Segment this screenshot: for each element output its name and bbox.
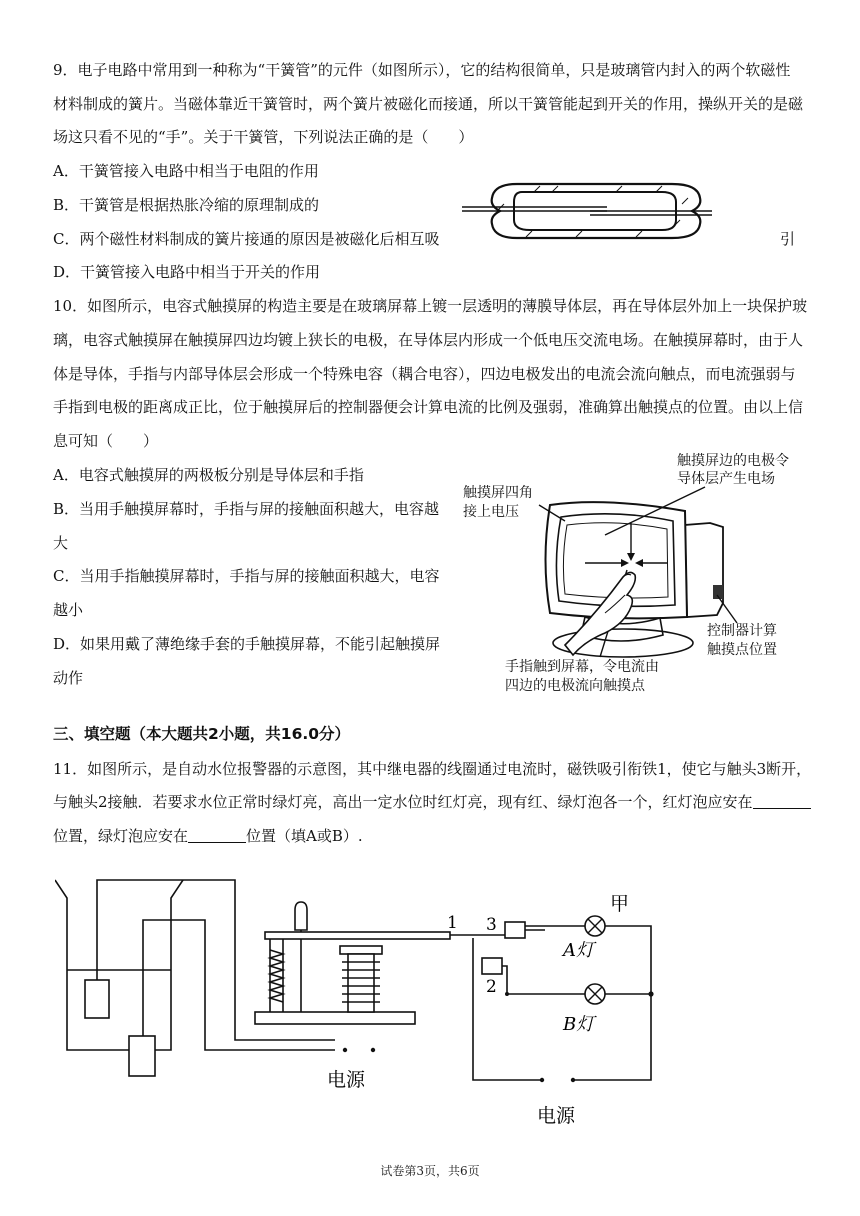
q9-line-1: 9．电子电路中常用到一种称为“干簧管”的元件（如图所示），它的结构很简单，只是玻璃管内封入的两个软磁性 (53, 61, 791, 79)
section-3-title: 三、填空题（本大题共2小题，共16.0分） (53, 725, 351, 743)
water-alarm-circuit (55, 870, 745, 1140)
fig11-label-jia: 甲 (610, 893, 630, 915)
q10-option-d: D．如果用戴了薄绝缘手套的手触摸屏幕，不能引起触摸屏 (53, 635, 441, 653)
q10-line-5: 息可知（ ） (53, 432, 159, 450)
fig11-label-power-right: 电源 (537, 1105, 576, 1127)
q9-option-a: A．干簧管接入电路中相当于电阻的作用 (53, 162, 319, 180)
q9-line-2: 材料制成的簧片。当磁体靠近干簧管时，两个簧片被磁化而接通，所以干簧管能起到开关的作用，操纵开关的是磁 (53, 95, 804, 113)
q10-option-a: A．电容式触摸屏的两极板分别是导体层和手指 (53, 466, 364, 484)
q11-line-3-text-a: 位置，绿灯泡应安在 (53, 827, 189, 845)
fig11-label-3: 3 (486, 915, 497, 935)
q9-option-b: B．干簧管是根据热胀冷缩的原理制成的 (53, 196, 320, 214)
reed-switch-figure (462, 180, 712, 242)
q9-option-c-tail: 引 (780, 230, 796, 248)
q10-option-d-cont: 动作 (53, 669, 84, 687)
q9-option-c: C．两个磁性材料制成的簧片接通的原因是被磁化后相互吸 (53, 230, 440, 248)
fig10-label-controller-1: 控制器计算 (707, 623, 777, 639)
q10-line-2: 璃，电容式触摸屏在触摸屏四边均镀上狭长的电极，在导体层内形成一个低电压交流电场。在触摸屏幕时，由于人 (53, 331, 804, 349)
q10-line-3: 体是导体，手指与内部导体层会形成一个特殊电容（耦合电容），四边电极发出的电流会流向触点，而电流强弱与 (53, 365, 796, 383)
q11-line-1: 11．如图所示，是自动水位报警器的示意图，其中继电器的线圈通过电流时，磁铁吸引衔铁1，使它与触头3断开， (53, 760, 812, 778)
fig10-label-finger-1: 手指触到屏幕，令电流由 (505, 659, 659, 675)
page-footer: 试卷第3页，共6页 (380, 1164, 480, 1178)
fig11-label-power-left: 电源 (327, 1069, 366, 1091)
q10-option-b: B．当用手触摸屏幕时，手指与屏的接触面积越大，电容越 (53, 500, 440, 518)
q10-option-c-cont: 越小 (53, 601, 84, 619)
fig11-label-2: 2 (486, 977, 497, 997)
fig10-label-corner-1: 触摸屏四角 (463, 485, 533, 501)
fig11-label-lamp-b: B灯 (563, 1014, 595, 1035)
fig11-label-lamp-a: A灯 (563, 940, 594, 961)
fig10-label-finger-2: 四边的电极流向触摸点 (505, 678, 645, 694)
q10-line-1: 10．如图所示，电容式触摸屏的构造主要是在玻璃屏幕上镀一层透明的薄膜导体层，再在导体层外加上一块保护玻 (53, 297, 808, 315)
fig10-label-controller-2: 触摸点位置 (707, 642, 777, 658)
q9-line-3: 场这只看不见的“手”。关于干簧管，下列说法正确的是（ ） (53, 128, 474, 146)
q11-blank-green[interactable] (188, 828, 246, 843)
q11-line-2 (53, 792, 811, 812)
q10-option-b-cont: 大 (53, 534, 69, 552)
touchscreen-figure (455, 445, 825, 700)
q10-line-4: 手指到电极的距离成正比，位于触摸屏后的控制器便会计算电流的比例及强弱，准确算出触摸点的位置。由以上信 (53, 398, 804, 416)
fig10-label-electrode-1: 触摸屏边的电极令 (677, 453, 789, 469)
q11-line-2-text: 与触头2接触．若要求水位正常时绿灯亮，高出一定水位时红灯亮，现有红、绿灯泡各一个，红灯泡应安在 (53, 793, 753, 811)
q11-line-3 (53, 826, 363, 846)
fig10-label-corner-2: 接上电压 (463, 504, 519, 520)
q9-option-d: D．干簧管接入电路中相当于开关的作用 (53, 263, 321, 281)
fig10-label-electrode-2: 导体层产生电场 (677, 471, 775, 487)
q11-line-3-text-b: 位置（填A或B）. (246, 827, 363, 845)
q11-blank-red[interactable] (753, 794, 811, 809)
fig11-label-1: 1 (447, 913, 458, 933)
q10-option-c: C．当用手指触摸屏幕时，手指与屏的接触面积越大，电容 (53, 567, 440, 585)
